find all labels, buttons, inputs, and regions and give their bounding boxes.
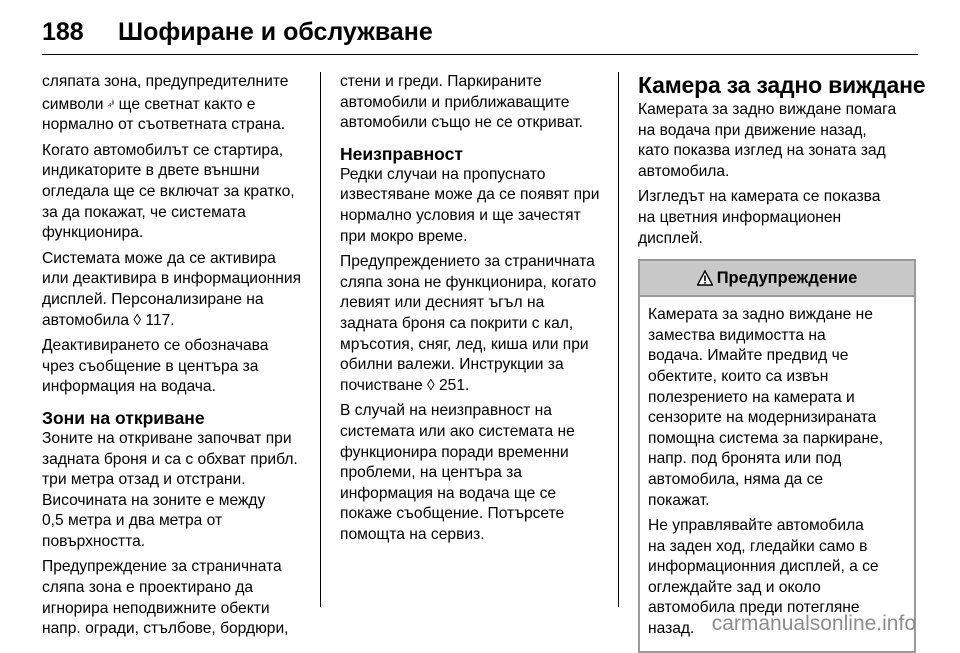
column-3: [638, 72, 926, 653]
col1-paragraph-4: Деактивирането се обозначава чрез съобщение в центъра за информация на водача.: [42, 337, 269, 396]
col2-paragraph-4: В случай на неизправност на системата или ако системата не функционира поради временни проблеми, на центъра за информация на водача ще се покаже съобщение. Потърсете помощта на сервиз.: [340, 402, 575, 543]
col1-paragraph-1: сляпата зона, предупредителните символи ₄ʲᵎ ще светнат както е нормално от съответната страна.: [42, 73, 289, 134]
column-2: [340, 72, 610, 550]
header-divider: [42, 54, 918, 55]
warning-title: Предупреждение: [716, 268, 858, 287]
warning-body: [640, 297, 914, 651]
column-divider-1: [320, 72, 321, 607]
col1-paragraph-6: Предупреждение за страничната сляпа зона е проектирано да игнорира неподвижните обекти напр. огради, стълбове, бордюри,: [42, 558, 289, 638]
col1-paragraph-2: Когато автомобилът се стартира, индикаторите в двете външни огледала ще се включат за кратко, за да покажат, че системата функционира.: [42, 141, 295, 242]
watermark: carmanualsonline.info: [711, 612, 916, 635]
page-title: Шофиране и обслужване: [118, 18, 433, 46]
col3-paragraph-2: Изгледът на камерата се показва на цветния информационен дисплей.: [638, 188, 881, 247]
warning-paragraph-2: Не управлявайте автомобила на заден ход, гледайки само в информационния дисплей, а се оглеждайте зад и около автомобила преди потегляне назад.: [648, 517, 879, 638]
section-heading-malfunction: Неизправност: [340, 143, 463, 164]
section-heading-rear-camera: Камера за задно виждане: [638, 72, 926, 98]
page-header: [42, 14, 960, 54]
col2-paragraph-1: стени и греди. Паркираните автомобили и приближаващите автомобили също не се откриват.: [340, 73, 583, 132]
section-heading-detection-zones: Зони на откриване: [42, 407, 205, 428]
column-1: [42, 72, 312, 645]
col3-paragraph-1: Камерата за задно виждане помага на водача при движение назад, като показва изглед на зоната зад автомобила.: [638, 101, 897, 180]
page-number: 188: [42, 18, 84, 46]
warning-box: [638, 259, 916, 653]
column-divider-2: [618, 72, 619, 607]
col2-paragraph-3: Предупреждението за страничната сляпа зона не функционира, когато левият или десният ъгъл на задната броня са покрити с кал, мръсотия, сняг, лед, киша или при обилни валежи. Инструкции за почистване ◊ 251.: [340, 253, 597, 394]
warning-header: [640, 261, 914, 297]
warning-paragraph-1: Камерата за задно виждане не замества видимостта на водача. Имайте предвид че обектите, които са извън полезрението на камерата и сензорите на модернизираната помощна система за паркиране, напр. под бронята или под автомобила, няма да се покажат.: [648, 306, 884, 509]
col1-paragraph-3: Системата може да се активира или деактивира в информационния дисплей. Персонализиране на автомобила ◊ 117.: [42, 249, 302, 329]
blind-spot-symbol-icon: ₄ʲᵎ: [107, 97, 115, 108]
warning-triangle-icon: [697, 270, 713, 286]
col2-paragraph-2: Редки случаи на пропуснато известяване може да се появят при нормално условия и ще зачестят при мокро време.: [340, 165, 600, 245]
col1-paragraph-5: Зоните на откриване започват при задната броня и са с обхват прибл. три метра отзад и отстрани. Височината на зоните е между 0,5 метра и два метра от повърхността.: [42, 429, 298, 550]
